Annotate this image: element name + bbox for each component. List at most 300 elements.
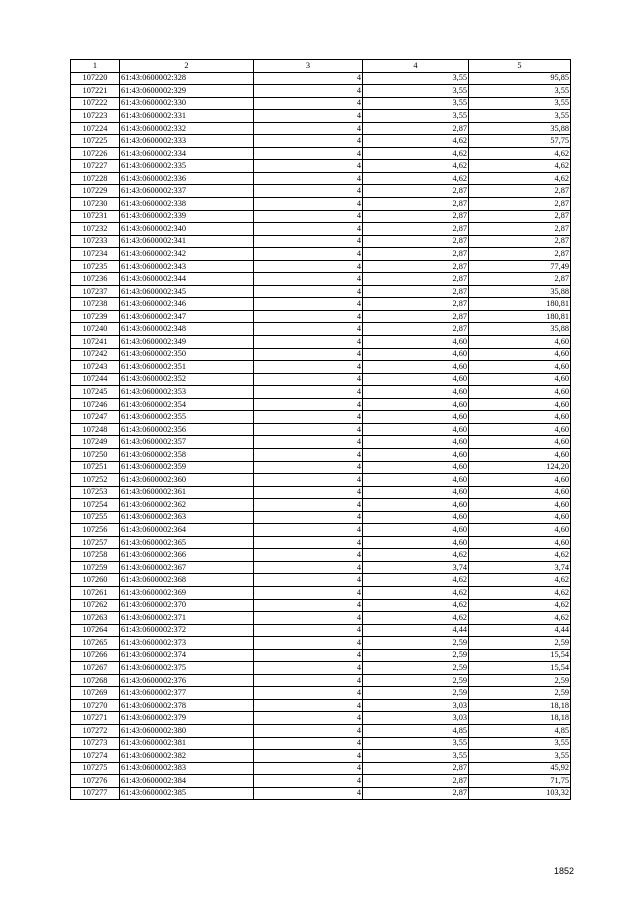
table-cell-col-5: 3,55 — [469, 97, 571, 110]
table-cell-col-5: 77,49 — [469, 260, 571, 273]
table-cell-col-3: 4 — [254, 561, 363, 574]
table-cell-col-1: 107244 — [71, 373, 120, 386]
table-cell-col-4: 4,60 — [363, 361, 469, 374]
table-cell-col-1: 107259 — [71, 561, 120, 574]
table-row — [71, 574, 571, 587]
table-cell-col-2: 61:43:0600002:345 — [120, 285, 254, 298]
table-cell-col-1: 107273 — [71, 737, 120, 750]
table-cell-col-4: 4,60 — [363, 448, 469, 461]
table-cell-col-3: 4 — [254, 448, 363, 461]
table-cell-col-1: 107277 — [71, 787, 120, 800]
table-cell-col-1: 107268 — [71, 674, 120, 687]
table-cell-col-4: 4,62 — [363, 172, 469, 185]
table-cell-col-2: 61:43:0600002:366 — [120, 549, 254, 562]
table-cell-col-2: 61:43:0600002:340 — [120, 223, 254, 236]
table-cell-col-5: 57,75 — [469, 135, 571, 148]
table-cell-col-1: 107220 — [71, 72, 120, 85]
table-cell-col-3: 4 — [254, 323, 363, 336]
table-cell-col-5: 3,55 — [469, 110, 571, 123]
col-header-4: 4 — [363, 60, 469, 73]
table-cell-col-1: 107275 — [71, 762, 120, 775]
table-cell-col-4: 4,60 — [363, 398, 469, 411]
table-cell-col-5: 3,55 — [469, 750, 571, 763]
table-row — [71, 549, 571, 562]
table-cell-col-1: 107231 — [71, 210, 120, 223]
table-cell-col-2: 61:43:0600002:347 — [120, 310, 254, 323]
table-cell-col-3: 4 — [254, 210, 363, 223]
register-table — [70, 59, 571, 800]
table-cell-col-2: 61:43:0600002:342 — [120, 248, 254, 261]
table-cell-col-5: 4,60 — [469, 486, 571, 499]
table-row — [71, 737, 571, 750]
table-cell-col-3: 4 — [254, 750, 363, 763]
table-cell-col-2: 61:43:0600002:356 — [120, 423, 254, 436]
table-cell-col-5: 2,87 — [469, 198, 571, 211]
table-cell-col-4: 2,87 — [363, 185, 469, 198]
table-cell-col-4: 2,87 — [363, 787, 469, 800]
table-cell-col-4: 4,62 — [363, 586, 469, 599]
table-cell-col-2: 61:43:0600002:344 — [120, 273, 254, 286]
table-cell-col-2: 61:43:0600002:330 — [120, 97, 254, 110]
table-cell-col-3: 4 — [254, 499, 363, 512]
table-cell-col-1: 107272 — [71, 724, 120, 737]
table-cell-col-5: 4,62 — [469, 549, 571, 562]
table-cell-col-2: 61:43:0600002:362 — [120, 499, 254, 512]
table-cell-col-5: 4,60 — [469, 524, 571, 537]
table-cell-col-3: 4 — [254, 787, 363, 800]
table-cell-col-1: 107267 — [71, 662, 120, 675]
table-cell-col-2: 61:43:0600002:364 — [120, 524, 254, 537]
table-cell-col-4: 4,62 — [363, 135, 469, 148]
table-cell-col-1: 107253 — [71, 486, 120, 499]
table-cell-col-2: 61:43:0600002:368 — [120, 574, 254, 587]
table-cell-col-5: 180,81 — [469, 310, 571, 323]
table-row — [71, 147, 571, 160]
table-row — [71, 750, 571, 763]
table-cell-col-3: 4 — [254, 97, 363, 110]
table-cell-col-1: 107241 — [71, 336, 120, 349]
table-cell-col-3: 4 — [254, 624, 363, 637]
table-cell-col-4: 4,62 — [363, 147, 469, 160]
table-cell-col-2: 61:43:0600002:377 — [120, 687, 254, 700]
table-cell-col-1: 107226 — [71, 147, 120, 160]
table-cell-col-5: 35,88 — [469, 323, 571, 336]
table-cell-col-4: 4,60 — [363, 474, 469, 487]
table-cell-col-1: 107227 — [71, 160, 120, 173]
table-cell-col-5: 2,87 — [469, 248, 571, 261]
table-cell-col-3: 4 — [254, 775, 363, 788]
table-cell-col-1: 107238 — [71, 298, 120, 311]
table-cell-col-5: 4,60 — [469, 448, 571, 461]
table-cell-col-5: 2,87 — [469, 273, 571, 286]
table-cell-col-5: 71,75 — [469, 775, 571, 788]
table-cell-col-3: 4 — [254, 298, 363, 311]
table-cell-col-4: 4,44 — [363, 624, 469, 637]
table-cell-col-2: 61:43:0600002:332 — [120, 122, 254, 135]
table-cell-col-5: 15,54 — [469, 662, 571, 675]
table-cell-col-2: 61:43:0600002:376 — [120, 674, 254, 687]
table-cell-col-3: 4 — [254, 762, 363, 775]
table-cell-col-2: 61:43:0600002:385 — [120, 787, 254, 800]
table-cell-col-5: 4,60 — [469, 499, 571, 512]
table-cell-col-1: 107228 — [71, 172, 120, 185]
table-cell-col-5: 35,88 — [469, 122, 571, 135]
table-cell-col-5: 4,60 — [469, 511, 571, 524]
table-row — [71, 235, 571, 248]
table-cell-col-2: 61:43:0600002:360 — [120, 474, 254, 487]
table-cell-col-1: 107276 — [71, 775, 120, 788]
table-cell-col-4: 3,03 — [363, 699, 469, 712]
table-cell-col-1: 107252 — [71, 474, 120, 487]
table-cell-col-5: 4,44 — [469, 624, 571, 637]
table-cell-col-5: 4,62 — [469, 612, 571, 625]
table-cell-col-5: 15,54 — [469, 649, 571, 662]
table-cell-col-4: 2,87 — [363, 260, 469, 273]
table-cell-col-2: 61:43:0600002:383 — [120, 762, 254, 775]
table-cell-col-3: 4 — [254, 486, 363, 499]
table-cell-col-5: 4,62 — [469, 147, 571, 160]
table-body — [71, 72, 571, 800]
table-row — [71, 699, 571, 712]
table-row — [71, 762, 571, 775]
table-cell-col-1: 107250 — [71, 448, 120, 461]
table-cell-col-4: 4,62 — [363, 574, 469, 587]
table-cell-col-3: 4 — [254, 172, 363, 185]
table-cell-col-2: 61:43:0600002:329 — [120, 85, 254, 98]
table-cell-col-4: 2,87 — [363, 285, 469, 298]
table-cell-col-5: 2,87 — [469, 210, 571, 223]
table-cell-col-3: 4 — [254, 361, 363, 374]
table-row — [71, 448, 571, 461]
table-row — [71, 336, 571, 349]
col-header-2: 2 — [120, 60, 254, 73]
table-row — [71, 687, 571, 700]
table-cell-col-5: 95,85 — [469, 72, 571, 85]
table-cell-col-3: 4 — [254, 649, 363, 662]
table-cell-col-1: 107249 — [71, 436, 120, 449]
table-cell-col-1: 107229 — [71, 185, 120, 198]
table-cell-col-1: 107251 — [71, 461, 120, 474]
table-cell-col-3: 4 — [254, 662, 363, 675]
table-row — [71, 649, 571, 662]
table-cell-col-1: 107269 — [71, 687, 120, 700]
table-header — [71, 60, 571, 73]
table-row — [71, 310, 571, 323]
table-cell-col-5: 4,62 — [469, 574, 571, 587]
table-cell-col-4: 2,59 — [363, 674, 469, 687]
table-cell-col-1: 107256 — [71, 524, 120, 537]
table-row — [71, 361, 571, 374]
table-row — [71, 398, 571, 411]
table-cell-col-1: 107263 — [71, 612, 120, 625]
table-cell-col-2: 61:43:0600002:336 — [120, 172, 254, 185]
table-cell-col-2: 61:43:0600002:335 — [120, 160, 254, 173]
table-cell-col-4: 4,60 — [363, 373, 469, 386]
table-row — [71, 85, 571, 98]
page-number: 1852 — [554, 866, 575, 876]
table-row — [71, 72, 571, 85]
table-row — [71, 160, 571, 173]
table-cell-col-3: 4 — [254, 637, 363, 650]
table-cell-col-4: 4,60 — [363, 536, 469, 549]
table-row — [71, 248, 571, 261]
table-row — [71, 386, 571, 399]
table-cell-col-1: 107243 — [71, 361, 120, 374]
table-cell-col-5: 103,32 — [469, 787, 571, 800]
table-cell-col-4: 2,87 — [363, 775, 469, 788]
table-cell-col-5: 2,59 — [469, 687, 571, 700]
table-cell-col-2: 61:43:0600002:337 — [120, 185, 254, 198]
table-cell-col-4: 4,60 — [363, 486, 469, 499]
col-header-1: 1 — [71, 60, 120, 73]
table-cell-col-2: 61:43:0600002:379 — [120, 712, 254, 725]
table-cell-col-2: 61:43:0600002:370 — [120, 599, 254, 612]
table-row — [71, 787, 571, 800]
table-cell-col-1: 107248 — [71, 423, 120, 436]
table-cell-col-4: 4,60 — [363, 423, 469, 436]
table-cell-col-3: 4 — [254, 549, 363, 562]
table-cell-col-2: 61:43:0600002:358 — [120, 448, 254, 461]
table-row — [71, 348, 571, 361]
table-cell-col-3: 4 — [254, 436, 363, 449]
table-cell-col-5: 4,60 — [469, 386, 571, 399]
table-cell-col-3: 4 — [254, 536, 363, 549]
table-cell-col-3: 4 — [254, 260, 363, 273]
table-cell-col-3: 4 — [254, 336, 363, 349]
table-cell-col-2: 61:43:0600002:365 — [120, 536, 254, 549]
table-cell-col-4: 2,87 — [363, 762, 469, 775]
table-cell-col-5: 2,59 — [469, 637, 571, 650]
table-row — [71, 436, 571, 449]
table-row — [71, 122, 571, 135]
table-cell-col-3: 4 — [254, 248, 363, 261]
table-cell-col-5: 3,55 — [469, 85, 571, 98]
table-cell-col-3: 4 — [254, 235, 363, 248]
table-cell-col-3: 4 — [254, 110, 363, 123]
table-cell-col-2: 61:43:0600002:357 — [120, 436, 254, 449]
table-cell-col-1: 107257 — [71, 536, 120, 549]
table-cell-col-2: 61:43:0600002:350 — [120, 348, 254, 361]
table-cell-col-3: 4 — [254, 612, 363, 625]
table-cell-col-4: 4,85 — [363, 724, 469, 737]
table-cell-col-3: 4 — [254, 273, 363, 286]
table-row — [71, 486, 571, 499]
table-cell-col-5: 18,18 — [469, 699, 571, 712]
table-cell-col-2: 61:43:0600002:343 — [120, 260, 254, 273]
header-row — [71, 60, 571, 73]
table-cell-col-3: 4 — [254, 724, 363, 737]
table-row — [71, 775, 571, 788]
table-cell-col-3: 4 — [254, 599, 363, 612]
table-row — [71, 637, 571, 650]
table-cell-col-1: 107234 — [71, 248, 120, 261]
table-cell-col-5: 4,60 — [469, 436, 571, 449]
table-cell-col-4: 2,59 — [363, 637, 469, 650]
table-cell-col-4: 3,55 — [363, 737, 469, 750]
table-cell-col-4: 4,62 — [363, 612, 469, 625]
table-cell-col-2: 61:43:0600002:373 — [120, 637, 254, 650]
table-row — [71, 724, 571, 737]
table-cell-col-2: 61:43:0600002:384 — [120, 775, 254, 788]
table-row — [71, 210, 571, 223]
table-cell-col-3: 4 — [254, 85, 363, 98]
table-cell-col-1: 107265 — [71, 637, 120, 650]
table-cell-col-2: 61:43:0600002:341 — [120, 235, 254, 248]
table-row — [71, 185, 571, 198]
table-cell-col-3: 4 — [254, 687, 363, 700]
table-cell-col-5: 4,85 — [469, 724, 571, 737]
table-cell-col-1: 107225 — [71, 135, 120, 148]
table-cell-col-1: 107247 — [71, 411, 120, 424]
table-cell-col-5: 4,60 — [469, 373, 571, 386]
table-cell-col-2: 61:43:0600002:334 — [120, 147, 254, 160]
table-cell-col-4: 3,03 — [363, 712, 469, 725]
table-cell-col-3: 4 — [254, 72, 363, 85]
table-cell-col-4: 2,87 — [363, 122, 469, 135]
table-cell-col-3: 4 — [254, 461, 363, 474]
table-cell-col-5: 4,60 — [469, 423, 571, 436]
table-cell-col-1: 107237 — [71, 285, 120, 298]
table-cell-col-2: 61:43:0600002:354 — [120, 398, 254, 411]
table-cell-col-1: 107239 — [71, 310, 120, 323]
table-cell-col-4: 2,87 — [363, 248, 469, 261]
table-cell-col-4: 4,60 — [363, 511, 469, 524]
table-cell-col-1: 107232 — [71, 223, 120, 236]
table-cell-col-4: 4,62 — [363, 160, 469, 173]
table-cell-col-4: 4,60 — [363, 461, 469, 474]
table-row — [71, 423, 571, 436]
table-cell-col-4: 3,55 — [363, 97, 469, 110]
table-cell-col-4: 2,59 — [363, 662, 469, 675]
table-cell-col-3: 4 — [254, 135, 363, 148]
table-cell-col-2: 61:43:0600002:371 — [120, 612, 254, 625]
table-row — [71, 260, 571, 273]
table-cell-col-1: 107261 — [71, 586, 120, 599]
table-cell-col-5: 2,59 — [469, 674, 571, 687]
table-cell-col-3: 4 — [254, 511, 363, 524]
table-row — [71, 298, 571, 311]
table-cell-col-1: 107270 — [71, 699, 120, 712]
table-row — [71, 662, 571, 675]
table-cell-col-3: 4 — [254, 160, 363, 173]
table-cell-col-2: 61:43:0600002:369 — [120, 586, 254, 599]
table-cell-col-3: 4 — [254, 411, 363, 424]
table-cell-col-2: 61:43:0600002:367 — [120, 561, 254, 574]
table-cell-col-5: 4,62 — [469, 586, 571, 599]
table-cell-col-3: 4 — [254, 386, 363, 399]
table-cell-col-3: 4 — [254, 423, 363, 436]
table-cell-col-2: 61:43:0600002:372 — [120, 624, 254, 637]
table-row — [71, 97, 571, 110]
table-cell-col-5: 2,87 — [469, 223, 571, 236]
table-cell-col-2: 61:43:0600002:375 — [120, 662, 254, 675]
table-cell-col-3: 4 — [254, 147, 363, 160]
table-row — [71, 323, 571, 336]
table-cell-col-4: 4,60 — [363, 436, 469, 449]
table-cell-col-3: 4 — [254, 198, 363, 211]
table-cell-col-4: 4,62 — [363, 599, 469, 612]
table-cell-col-4: 3,55 — [363, 85, 469, 98]
table-cell-col-2: 61:43:0600002:355 — [120, 411, 254, 424]
table-cell-col-3: 4 — [254, 674, 363, 687]
table-cell-col-5: 4,60 — [469, 474, 571, 487]
table-cell-col-2: 61:43:0600002:331 — [120, 110, 254, 123]
table-cell-col-5: 4,60 — [469, 536, 571, 549]
table-row — [71, 536, 571, 549]
table-cell-col-1: 107258 — [71, 549, 120, 562]
table-cell-col-5: 4,62 — [469, 599, 571, 612]
table-cell-col-4: 2,87 — [363, 198, 469, 211]
table-cell-col-5: 4,60 — [469, 348, 571, 361]
table-cell-col-4: 4,60 — [363, 348, 469, 361]
table-cell-col-2: 61:43:0600002:378 — [120, 699, 254, 712]
table-cell-col-5: 4,60 — [469, 398, 571, 411]
table-cell-col-4: 2,87 — [363, 310, 469, 323]
table-cell-col-2: 61:43:0600002:374 — [120, 649, 254, 662]
table-cell-col-5: 45,92 — [469, 762, 571, 775]
table-cell-col-1: 107223 — [71, 110, 120, 123]
table-cell-col-2: 61:43:0600002:380 — [120, 724, 254, 737]
table-cell-col-4: 4,60 — [363, 386, 469, 399]
table-row — [71, 499, 571, 512]
table-row — [71, 135, 571, 148]
table-cell-col-4: 4,60 — [363, 499, 469, 512]
table-cell-col-5: 2,87 — [469, 235, 571, 248]
table-cell-col-3: 4 — [254, 122, 363, 135]
table-cell-col-1: 107260 — [71, 574, 120, 587]
table-cell-col-2: 61:43:0600002:328 — [120, 72, 254, 85]
table-row — [71, 198, 571, 211]
table-cell-col-5: 124,20 — [469, 461, 571, 474]
table-cell-col-3: 4 — [254, 223, 363, 236]
table-row — [71, 712, 571, 725]
table-cell-col-5: 18,18 — [469, 712, 571, 725]
table-cell-col-4: 2,59 — [363, 687, 469, 700]
table-cell-col-5: 2,87 — [469, 185, 571, 198]
table-row — [71, 511, 571, 524]
table-cell-col-1: 107245 — [71, 386, 120, 399]
table-cell-col-1: 107222 — [71, 97, 120, 110]
table-cell-col-4: 2,87 — [363, 235, 469, 248]
col-header-5: 5 — [469, 60, 571, 73]
table-row — [71, 461, 571, 474]
table-row — [71, 172, 571, 185]
table-cell-col-2: 61:43:0600002:361 — [120, 486, 254, 499]
table-row — [71, 411, 571, 424]
table-cell-col-4: 2,59 — [363, 649, 469, 662]
table-cell-col-4: 2,87 — [363, 223, 469, 236]
table-cell-col-2: 61:43:0600002:352 — [120, 373, 254, 386]
table-cell-col-1: 107242 — [71, 348, 120, 361]
table-row — [71, 586, 571, 599]
table-cell-col-5: 35,88 — [469, 285, 571, 298]
table-cell-col-5: 4,60 — [469, 361, 571, 374]
table-cell-col-5: 180,81 — [469, 298, 571, 311]
table-cell-col-1: 107262 — [71, 599, 120, 612]
table-cell-col-1: 107221 — [71, 85, 120, 98]
table-cell-col-2: 61:43:0600002:346 — [120, 298, 254, 311]
table-row — [71, 674, 571, 687]
table-cell-col-3: 4 — [254, 586, 363, 599]
table-cell-col-5: 4,60 — [469, 336, 571, 349]
table-cell-col-2: 61:43:0600002:348 — [120, 323, 254, 336]
table-cell-col-3: 4 — [254, 348, 363, 361]
table-cell-col-4: 4,60 — [363, 524, 469, 537]
table-cell-col-4: 4,60 — [363, 336, 469, 349]
table-cell-col-1: 107224 — [71, 122, 120, 135]
table-cell-col-4: 3,55 — [363, 750, 469, 763]
table-cell-col-1: 107264 — [71, 624, 120, 637]
